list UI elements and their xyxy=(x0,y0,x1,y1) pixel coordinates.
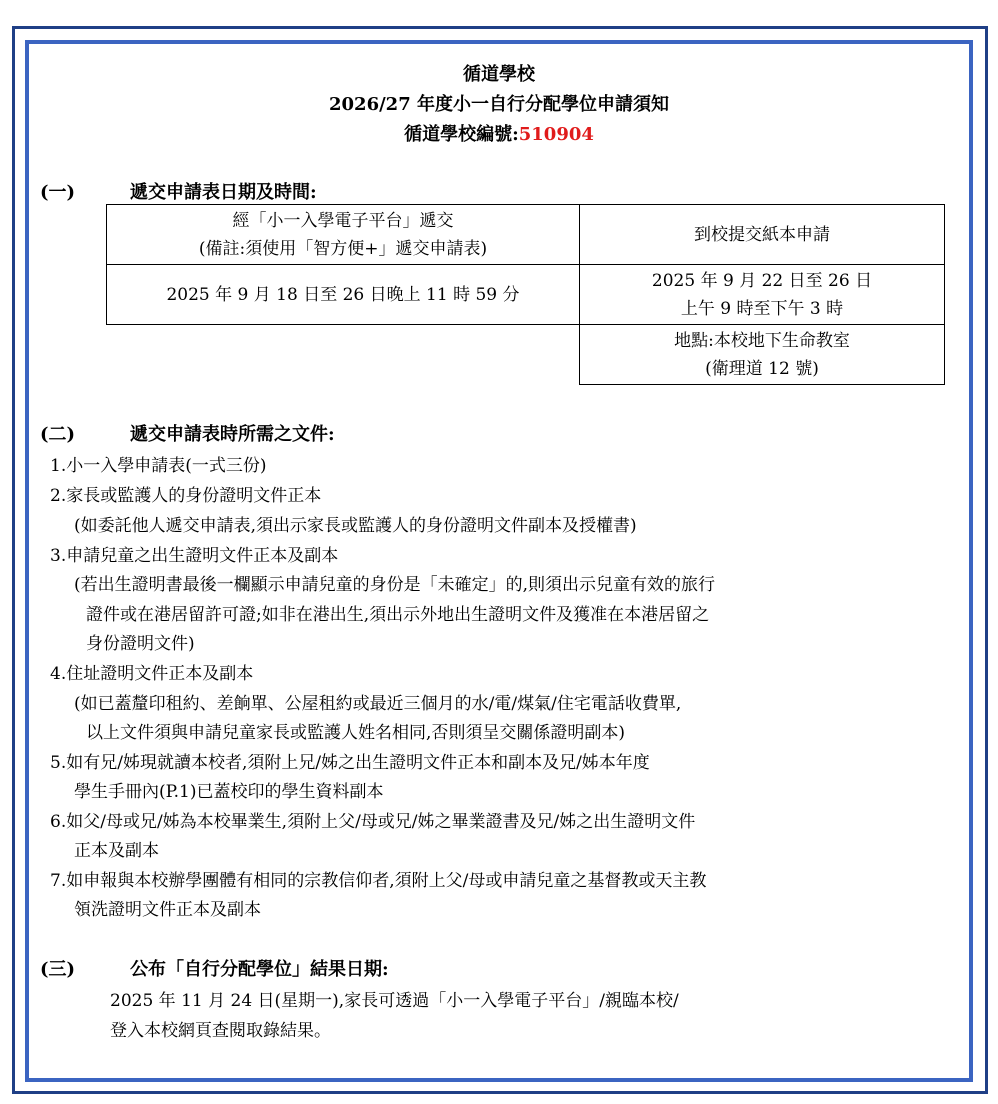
section1-title: 遞交申請表日期及時間: xyxy=(130,182,317,203)
online-header-line2: (備註:須使用「智方便+」遞交申請表) xyxy=(198,238,488,259)
section2-title: 遞交申請表時所需之文件: xyxy=(130,424,335,445)
location-cell xyxy=(580,325,945,385)
paper-header-cell: 到校提交紙本申請 xyxy=(580,205,945,265)
school-code-line xyxy=(0,120,998,146)
section3-title: 公布「自行分配學位」結果日期: xyxy=(130,959,389,980)
doc-item-4-note-line1: (如已蓋釐印租約、差餉單、公屋租約或最近三個月的水/電/煤氣/住宅電話收費單, xyxy=(74,694,682,714)
doc-item-3-note-line1: (若出生證明書最後一欄顯示申請兒童的身份是「未確定」的,則須出示兒童有效的旅行 xyxy=(74,575,716,595)
section2-number: (二) xyxy=(40,424,76,445)
doc-item-3-note-line3: 身份證明文件) xyxy=(86,634,195,654)
doc-item-7: 7.如申報與本校辦學團體有相同的宗教信仰者,須附上父/母或申請兒童之基督教或天主教 xyxy=(50,871,707,891)
location-line1: 地點:本校地下生命教室 xyxy=(674,330,850,351)
doc-item-6: 6.如父/母或兄/姊為本校畢業生,須附上父/母或兄/姊之畢業證書及兄/姊之出生證明文件 xyxy=(50,812,696,832)
online-period-cell: 2025 年 9 月 18 日至 26 日晚上 11 時 59 分 xyxy=(107,265,580,325)
doc-item-5-cont: 學生手冊內(P.1)已蓋校印的學生資料副本 xyxy=(74,782,384,802)
school-code-label: 循道學校編號: xyxy=(404,124,519,145)
school-code-value: 510904 xyxy=(518,124,594,145)
paper-period-cell xyxy=(580,265,945,325)
doc-item-2: 2.家長或監護人的身份證明文件正本 xyxy=(50,486,322,506)
paper-period-hours: 上午 9 時至下午 3 時 xyxy=(680,298,844,319)
doc-item-3: 3.申請兒童之出生證明文件正本及副本 xyxy=(50,546,339,566)
empty-cell xyxy=(107,325,580,385)
online-header-line1: 經「小一入學電子平台」遞交 xyxy=(232,210,454,231)
doc-item-6-cont: 正本及副本 xyxy=(74,841,159,861)
notice-title: 2026/27 年度小一自行分配學位申請須知 xyxy=(329,94,669,115)
doc-item-7-cont: 領洗證明文件正本及副本 xyxy=(74,900,261,920)
section3-number: (三) xyxy=(40,959,76,980)
section1-number: (一) xyxy=(40,182,76,203)
doc-item-4-note-line2: 以上文件須與申請兒童家長或監護人姓名相同,否則須呈交關係證明副本) xyxy=(86,723,626,743)
doc-item-5: 5.如有兄/姊現就讀本校者,須附上兄/姊之出生證明文件正本和副本及兄/姊本年度 xyxy=(50,753,650,773)
location-line2: (衛理道 12 號) xyxy=(705,358,819,379)
doc-item-3-note-line2: 證件或在港居留許可證;如非在港出生,須出示外地出生證明文件及獲准在本港居留之 xyxy=(86,605,710,625)
schedule-table xyxy=(106,204,945,385)
result-line1: 2025 年 11 月 24 日(星期一),家長可透過「小一入學電子平台」/親臨本校/ xyxy=(110,991,679,1011)
doc-item-4: 4.住址證明文件正本及副本 xyxy=(50,664,254,684)
school-name: 循道學校 xyxy=(463,64,535,85)
paper-period-dates: 2025 年 9 月 22 日至 26 日 xyxy=(651,270,873,291)
online-header-cell xyxy=(107,205,580,265)
result-line2: 登入本校網頁查閱取錄結果。 xyxy=(110,1021,331,1041)
doc-item-2-note: (如委託他人遞交申請表,須出示家長或監護人的身份證明文件副本及授權書) xyxy=(74,516,637,536)
doc-item-1: 1.小一入學申請表(一式三份) xyxy=(50,456,267,476)
